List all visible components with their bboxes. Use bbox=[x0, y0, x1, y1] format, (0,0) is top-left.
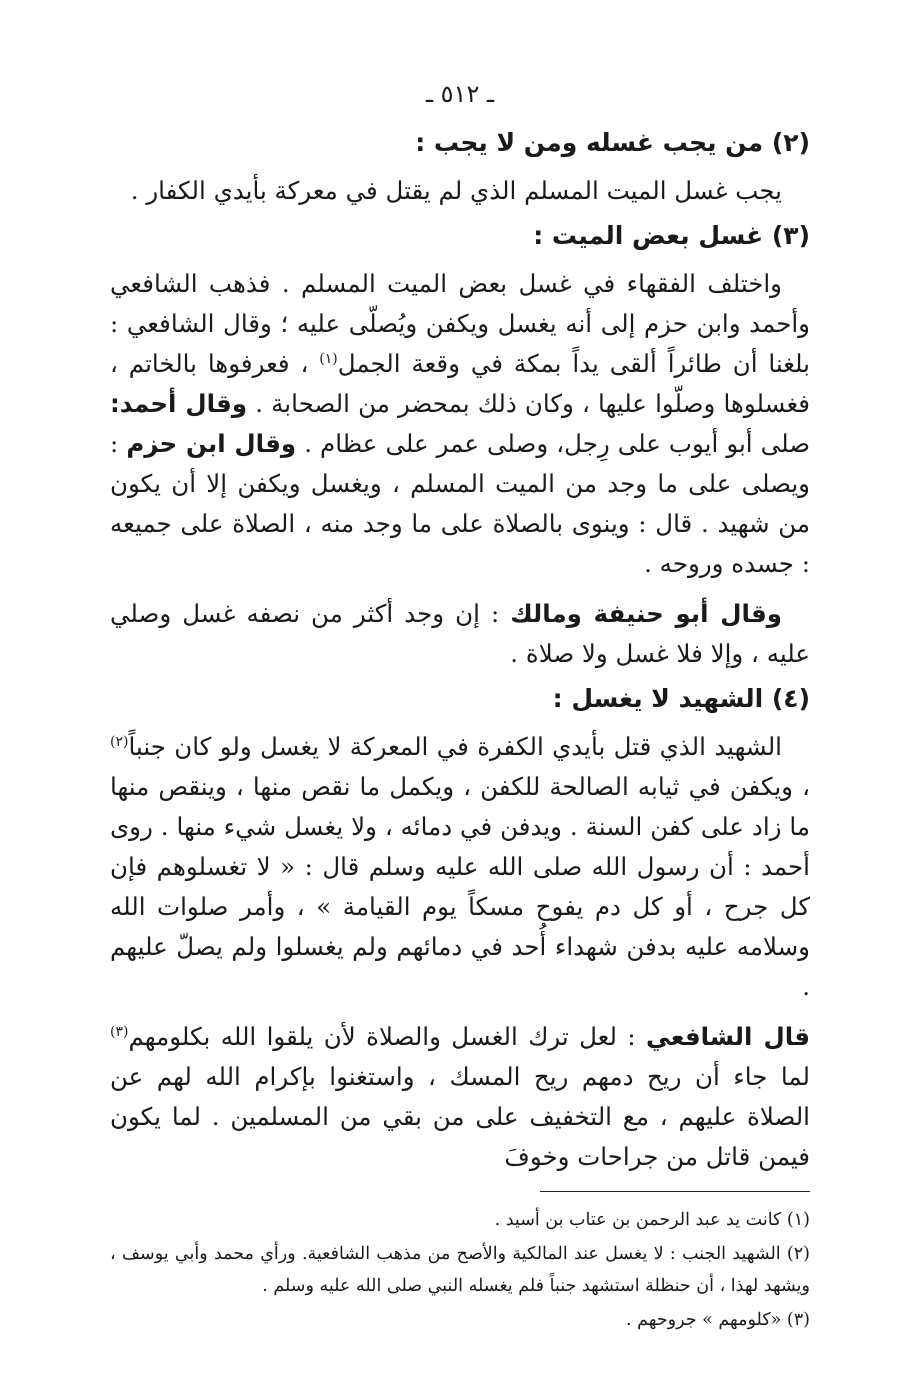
paragraph-text: لما جاء أن ريح دمهم ريح المسك ، واستغنوا بإكرام الله لهم عن الصلاة عليهم ، مع التخفيف على من بقي من المسلمين . لما يكون فيمن قاتل من جراحات وخوفَ bbox=[110, 1062, 810, 1171]
paragraph-text: : إن وجد أكثر من نصفه غسل وصلي عليه ، وإلا فلا غسل ولا صلاة . bbox=[110, 599, 810, 668]
footnote-divider bbox=[540, 1191, 810, 1192]
footnote-2: (٢) الشهيد الجنب : لا يغسل عند المالكية والأصح من مذهب الشافعية. ورأي محمد وأبي يوسف ، ويشهد لهذا ، أن حنظلة استشهد جنباً فلم يغسله النبي صلى الله عليه وسلم . bbox=[110, 1244, 810, 1296]
paragraph-text: واختلف الفقهاء في غسل بعض الميت المسلم . فذهب الشافعي وأحمد وابن حزم إلى أنه يغسل ويكفن ويُصلّى عليه ؛ وقال الشافعي : بلغنا أن طائراً ألقى يداً بمكة في وقعة الجمل bbox=[110, 269, 810, 378]
section-3-heading: (٣) غسل بعض الميت : bbox=[533, 221, 810, 250]
footnote-ref-3: (٣) bbox=[110, 1023, 129, 1040]
page-number: ـ ٥١٢ ـ bbox=[425, 80, 494, 108]
section-4-paragraph-2 bbox=[110, 1017, 810, 1177]
section-2-paragraph: يجب غسل الميت المسلم الذي لم يقتل في معركة بأيدي الكفار . bbox=[130, 176, 782, 205]
scholar-name-shafii: قال الشافعي bbox=[645, 1022, 810, 1051]
section-2-heading: (٢) من يجب غسله ومن لا يجب : bbox=[415, 128, 810, 157]
scholar-name-abu-hanifa-malik: وقال أبو حنيفة ومالك bbox=[510, 599, 782, 628]
scholar-name-ahmad: وقال أحمد: bbox=[110, 389, 248, 418]
section-4-heading: (٤) الشهيد لا يغسل : bbox=[552, 684, 810, 713]
paragraph-text: : لعل ترك الغسل والصلاة لأن يلقوا الله بكلومهم bbox=[128, 1022, 646, 1051]
book-page bbox=[110, 80, 810, 1338]
footnote-1: (١) كانت يد عبد الرحمن بن عتاب بن أسيد . bbox=[494, 1210, 810, 1230]
paragraph-text: صلى أبو أيوب على رِجل، وصلى عمر على عظام . bbox=[304, 429, 810, 458]
footnote-ref-1: (١) bbox=[319, 350, 338, 367]
section-3-paragraph-1 bbox=[110, 264, 810, 584]
section-4-paragraph-1 bbox=[110, 727, 810, 1007]
paragraph-text: ، ويكفن في ثيابه الصالحة للكفن ، ويكمل ما نقص منها ، وينقص منها ما زاد على كفن السنة . ويدفن في دمائه ، ولا يغسل شيء منها . روى أحمد : أن رسول الله صلى الله عليه وسلم قال : « لا تغسلوهم فإن كل جرح ، أو كل دم يفوح مسكاً يوم القيامة » ، وأمر صلوات الله وسلامه عليه بدفن شهداء أُحد في دمائهم ولم يغسلوا ولم يصلّ عليهم . bbox=[110, 772, 810, 1001]
paragraph-text: الشهيد الذي قتل بأيدي الكفرة في المعركة لا يغسل ولو كان جنباً bbox=[128, 732, 782, 761]
paragraph-text: : ويصلى على ما وجد من الميت المسلم ، ويغسل ويكفن إلا أن يكون من شهيد . قال : وينوى بالصلاة على ما وجد منه ، الصلاة على جميعه : جسده وروحه . bbox=[110, 429, 810, 578]
paragraph-text: ، فعرفوها بالخاتم ، فغسلوها وصلّوا عليها ، وكان ذلك بمحضر من الصحابة . bbox=[110, 349, 810, 418]
footnote-3: (٣) «كلومهم » جروحهم . bbox=[626, 1310, 810, 1330]
footnote-ref-2: (٢) bbox=[110, 733, 129, 750]
section-3-paragraph-2 bbox=[110, 594, 810, 674]
scholar-name-ibn-hazm: وقال ابن حزم bbox=[126, 429, 297, 458]
